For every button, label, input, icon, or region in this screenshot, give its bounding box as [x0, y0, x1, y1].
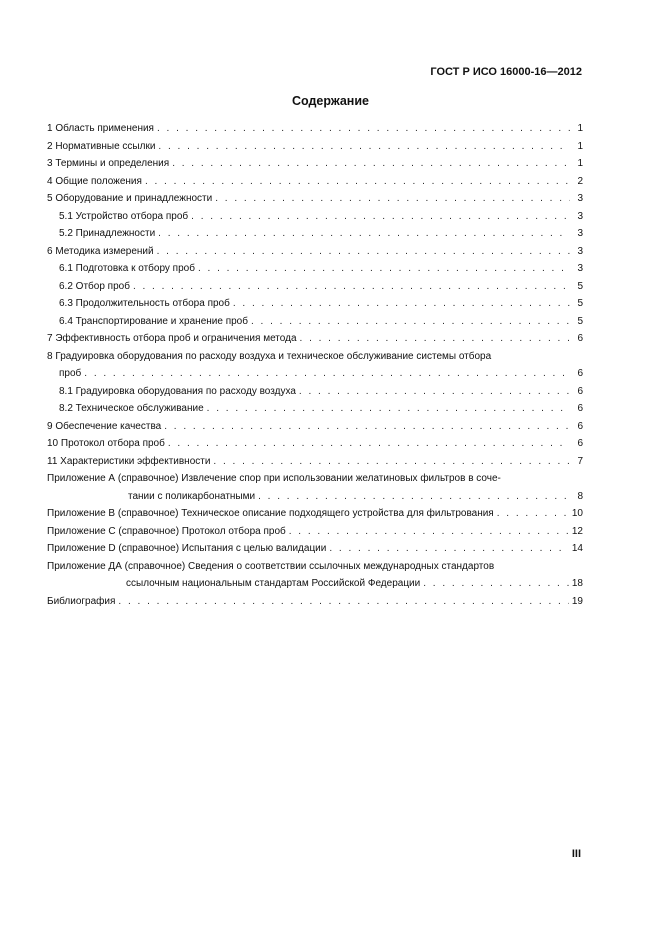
toc-entry-label-cont: ссылочным национальным стандартам Российской Федерации	[126, 578, 421, 589]
toc-entry-label: 9 Обеспечение качества	[47, 420, 162, 432]
toc-subentry[interactable]	[47, 400, 583, 418]
toc-title: Содержание	[291, 94, 369, 108]
leader-dots	[233, 295, 570, 313]
toc-entry-page: 1	[577, 140, 583, 152]
toc-entry-page: 6	[577, 385, 583, 397]
leader-dots	[198, 260, 570, 278]
page-number: III	[571, 848, 581, 860]
toc-entry-label: 6 Методика измерений	[47, 245, 154, 257]
toc-entry[interactable]	[47, 243, 583, 261]
toc-entry[interactable]	[47, 523, 583, 541]
toc-entry-continuation[interactable]	[47, 365, 583, 383]
toc-entry-label: 6.1 Подготовка к отбору проб	[59, 263, 195, 274]
leader-dots	[207, 400, 570, 418]
toc-entry-label: 11 Характеристики эффективности	[47, 455, 211, 467]
toc-entry[interactable]	[47, 155, 583, 173]
toc-entry[interactable]	[47, 593, 583, 611]
leader-dots	[423, 575, 569, 593]
toc-subentry[interactable]	[47, 313, 583, 331]
toc-entry[interactable]	[47, 330, 583, 348]
toc-entry-label: 1 Область применения	[47, 123, 154, 134]
leader-dots	[158, 225, 570, 243]
toc-entry-page: 5	[577, 315, 583, 327]
toc-entry-page: 3	[577, 193, 583, 204]
toc-entry-page: 3	[577, 263, 583, 274]
toc-entry-page: 18	[571, 578, 583, 589]
leader-dots	[299, 383, 570, 401]
toc-entry-page: 6	[577, 420, 583, 432]
toc-subentry[interactable]	[47, 260, 583, 278]
toc-entry-label: 10 Протокол отбора проб	[47, 438, 165, 449]
toc-entry-page: 6	[577, 368, 583, 379]
toc-entry[interactable]	[47, 505, 583, 523]
toc-entry-label: Приложение ДА (справочное) Сведения о соответствии ссылочных международных стандартов	[47, 560, 495, 572]
toc-entry[interactable]	[47, 120, 583, 138]
toc-entry[interactable]	[47, 453, 583, 471]
leader-dots	[258, 488, 570, 506]
table-of-contents	[47, 120, 583, 610]
toc-entry-page: 5	[577, 298, 583, 309]
toc-entry-first-line[interactable]	[47, 348, 583, 366]
toc-entry-page: 8	[577, 490, 583, 502]
leader-dots	[172, 155, 570, 173]
toc-subentry[interactable]	[47, 278, 583, 296]
toc-entry-page: 3	[577, 210, 583, 222]
toc-entry-first-line[interactable]	[47, 558, 583, 576]
toc-entry-page: 12	[571, 525, 583, 537]
toc-entry-page: 3	[577, 245, 583, 257]
toc-entry-label: 8 Градуировка оборудования по расходу воздуха и техническое обслуживание системы отбора	[47, 350, 492, 362]
toc-entry-label: 6.4 Транспортирование и хранение проб	[59, 315, 248, 327]
toc-subentry[interactable]	[47, 295, 583, 313]
toc-entry-label: 5.1 Устройство отбора проб	[59, 210, 189, 222]
leader-dots	[213, 453, 570, 471]
leader-dots	[158, 138, 570, 156]
leader-dots	[133, 278, 570, 296]
leader-dots	[118, 593, 568, 611]
leader-dots	[84, 365, 570, 383]
toc-entry-label: 4 Общие положения	[47, 175, 142, 187]
toc-entry-label: 2 Нормативные ссылки	[47, 140, 156, 152]
toc-entry-label: 8.2 Техническое обслуживание	[59, 403, 204, 414]
toc-entry-page: 7	[577, 455, 583, 467]
leader-dots	[164, 418, 570, 436]
toc-entry-continuation[interactable]	[47, 575, 583, 593]
leader-dots	[215, 190, 570, 208]
toc-entry[interactable]	[47, 435, 583, 453]
toc-entry-label: 5.2 Принадлежности	[59, 228, 156, 239]
toc-entry-page: 6	[577, 333, 583, 344]
toc-entry-label-cont: проб	[59, 368, 82, 379]
leader-dots	[300, 330, 570, 348]
toc-entry-page: 6	[577, 403, 583, 414]
toc-entry[interactable]	[47, 418, 583, 436]
toc-entry-label: 7 Эффективность отбора проб и ограничения метода	[47, 333, 297, 344]
toc-entry[interactable]	[47, 173, 583, 191]
toc-entry-continuation[interactable]	[47, 488, 583, 506]
toc-entry-label: 6.3 Продолжительность отбора проб	[59, 298, 230, 309]
toc-entry[interactable]	[47, 138, 583, 156]
toc-entry[interactable]	[47, 540, 583, 558]
toc-subentry[interactable]	[47, 208, 583, 226]
leader-dots	[497, 505, 569, 523]
toc-entry-label: 8.1 Градуировка оборудования по расходу воздуха	[59, 385, 296, 397]
leader-dots	[168, 435, 570, 453]
toc-entry-page: 2	[577, 175, 583, 187]
toc-entry-label: 6.2 Отбор проб	[59, 280, 130, 292]
leader-dots	[191, 208, 570, 226]
leader-dots	[145, 173, 570, 191]
toc-entry-page: 19	[571, 595, 583, 607]
toc-entry-label-cont: тании с поликарбонатными	[128, 490, 256, 502]
toc-entry-page: 1	[577, 123, 583, 134]
leader-dots	[251, 313, 570, 331]
toc-entry-page: 3	[577, 228, 583, 239]
toc-entry-page: 1	[577, 158, 583, 169]
toc-entry-label: 3 Термины и определения	[47, 158, 170, 169]
toc-entry-page: 14	[571, 543, 583, 554]
leader-dots	[329, 540, 569, 558]
leader-dots	[157, 243, 570, 261]
toc-entry-label: Приложение А (справочное) Извлечение спор при использовании желатиновых фильтров в соче-	[47, 473, 501, 484]
toc-entry-page: 5	[577, 280, 583, 292]
leader-dots	[157, 120, 570, 138]
toc-subentry[interactable]	[47, 383, 583, 401]
toc-entry-label: 5 Оборудование и принадлежности	[47, 193, 213, 204]
toc-entry-label: Библиография	[47, 595, 116, 607]
toc-entry-page: 10	[571, 508, 583, 519]
toc-entry-label: Приложение С (справочное) Протокол отбора проб	[47, 525, 286, 537]
toc-entry-label: Приложение В (справочное) Техническое описание подходящего устройства для фильтрования	[47, 508, 494, 519]
toc-entry-label: Приложение D (справочное) Испытания с целью валидации	[47, 543, 327, 554]
toc-subentry[interactable]	[47, 225, 583, 243]
toc-entry-first-line[interactable]	[47, 470, 583, 488]
leader-dots	[289, 523, 569, 541]
toc-entry[interactable]	[47, 190, 583, 208]
toc-entry-page: 6	[577, 438, 583, 449]
document-id: ГОСТ Р ИСО 16000-16—2012	[430, 66, 582, 78]
